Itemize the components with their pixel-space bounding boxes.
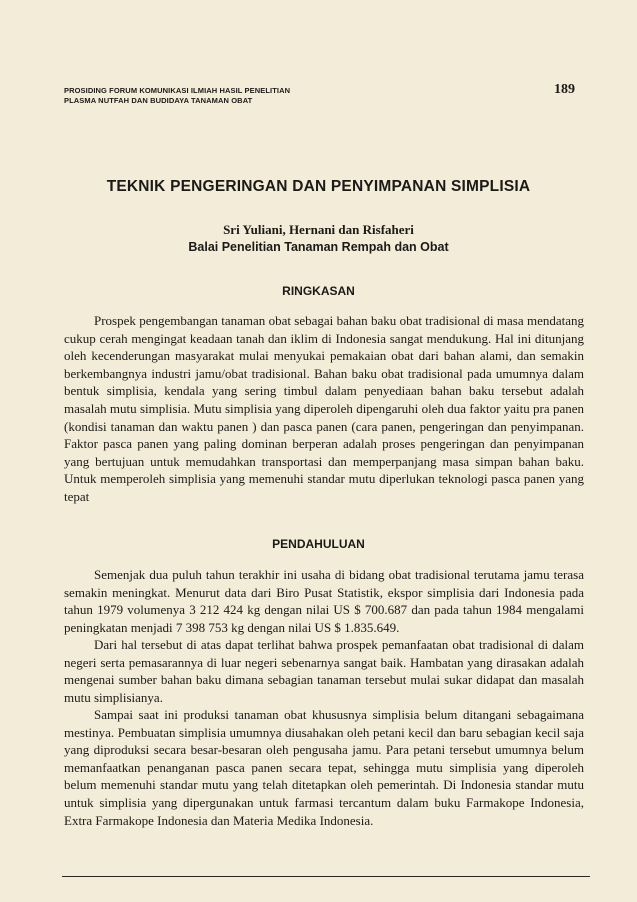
author-list: Sri Yuliani, Hernani dan Risfaheri [223,222,414,237]
introduction-paragraph-1: Semenjak dua puluh tahun terakhir ini usaha di bidang obat tradisional terutama jamu terasa semakin meningkat. Menurut data dari Biro Pusat Statistik, ekspor simplisia dari Indonesia pada tahun 1979 volumenya 3 212 424 kg dengan nilai US $ 700.687 dan pada tahun 1984 mengalami peningkatan menjadi 7 398 753 kg dengan nilai US $ 1.835.649. [64,567,584,635]
paper-title: TEKNIK PENGERINGAN DAN PENYIMPANAN SIMPLISIA [106,178,531,195]
introduction-heading: PENDAHULUAN [272,537,365,551]
introduction-paragraph-3: Sampai saat ini produksi tanaman obat khususnya simplisia belum ditangani sebagaimana mestinya. Pembuatan simplisia umumnya diusahakan oleh petani kecil dan baru sebagian kecil saja yang diproduksi secara besar-besaran oleh pengusaha jamu. Para petani tersebut umumnya belum memanfaatkan penanganan pasca panen secara tepat, sehingga mutu simplisia yang diperoleh belum memenuhi standar mutu yang telah ditetapkan oleh pemerintah. Di Indonesia standar mutu untuk simplisia yang dipergunakan untuk farmasi tercantum dalam buku Farmakope Indonesia, Extra Farmakope Indonesia dan Materia Medika Indonesia. [64,707,584,828]
running-head-line-1: PROSIDING FORUM KOMUNIKASI ILMIAH HASIL PENELITIAN [64,86,291,95]
footer-rule [62,876,590,877]
running-head [64,86,290,106]
page-number: 189 [554,82,575,97]
abstract-heading: RINGKASAN [282,284,355,298]
running-head-line-2: PLASMA NUTFAH DAN BUDIDAYA TANAMAN OBAT [64,96,253,105]
introduction-paragraph-2: Dari hal tersebut di atas dapat terlihat bahwa prospek pemanfaatan obat tradisional di dalam negeri serta pemasarannya di luar negeri sebenarnya sangat baik. Hambatan yang dirasakan adalah mengenai sumber bahan baku dimana sebagian tanaman tersebut mulai sukar didapat dan masalah mutu simplisianya. [64,637,584,705]
abstract-paragraph: Prospek pengembangan tanaman obat sebagai bahan baku obat tradisional di masa mendatang cukup cerah mengingat keadaan tanah dan iklim di Indonesia sangat mendukung. Hal ini ditunjang oleh kecenderungan masyarakat mulai menyukai pemakaian obat dari bahan alami, dan semakin berkembangnya industri jamu/obat tradisional. Bahan baku obat tradisional pada umumnya dalam bentuk simplisia, kendala yang sering timbul dalam penyediaan bahan baku tersebut adalah masalah mutu simplisia. Mutu simplisia yang diperoleh dipengaruhi oleh dua faktor yaitu pra panen (kondisi tanaman dan waktu panen ) dan pasca panen (cara panen, pengeringan dan penyimpanan. Faktor pasca panen yang paling dominan berperan adalah proses pengeringan dan penyimpanan yang bertujuan untuk memudahkan transportasi dan memperpanjang masa simpan bahan baku. Untuk memperoleh simplisia yang memenuhi standar mutu diperlukan teknologi pasca panen yang tepat [64,313,584,504]
author-affiliation: Balai Penelitian Tanaman Rempah dan Obat [188,240,449,254]
